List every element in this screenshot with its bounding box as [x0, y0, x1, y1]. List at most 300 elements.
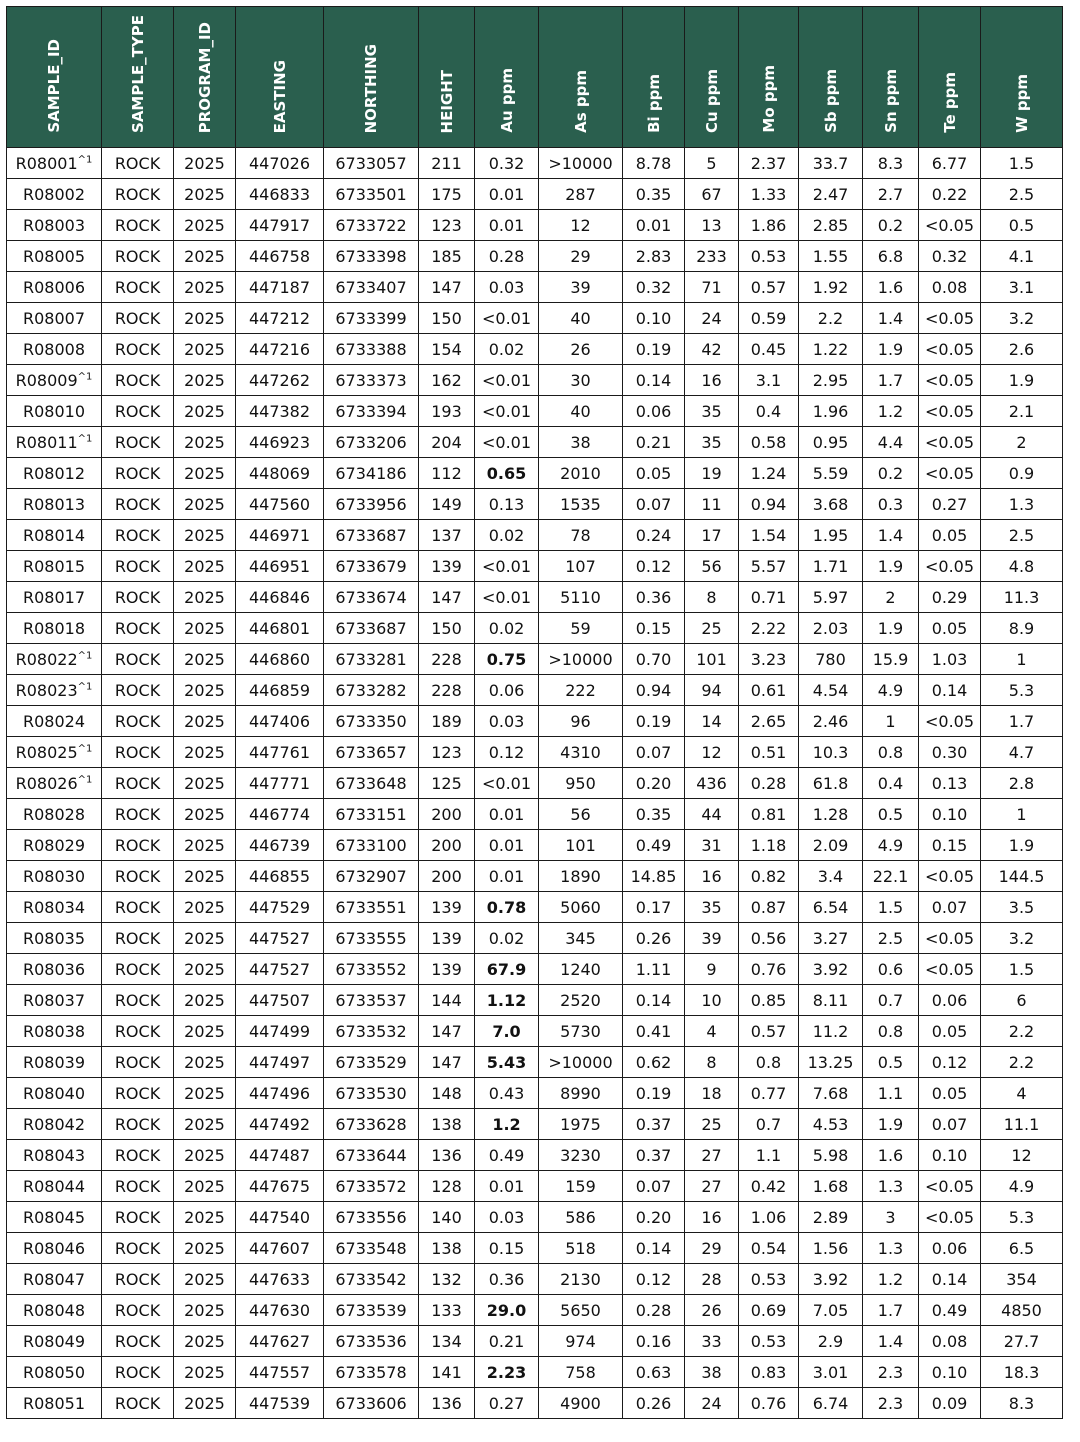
table-cell: 0.05 — [919, 1078, 981, 1109]
table-cell: 0.62 — [623, 1047, 685, 1078]
sample-id: R08030 — [22, 866, 85, 886]
table-cell: 6734186 — [324, 458, 419, 489]
table-row — [7, 737, 1063, 768]
table-cell: 446855 — [236, 861, 324, 892]
table-cell: 7.05 — [799, 1295, 863, 1326]
table-cell: 0.05 — [623, 458, 685, 489]
table-cell: 2.09 — [799, 830, 863, 861]
table-cell: 2025 — [174, 1202, 236, 1233]
sample-id-cell — [7, 737, 102, 768]
table-cell: 2.85 — [799, 210, 863, 241]
table-cell: 6733282 — [324, 675, 419, 706]
table-cell: 447630 — [236, 1295, 324, 1326]
table-cell: 1.2 — [863, 396, 919, 427]
table-cell: 0.01 — [475, 179, 539, 210]
table-row — [7, 334, 1063, 365]
table-cell: 0.8 — [863, 1016, 919, 1047]
table-cell: 112 — [419, 458, 475, 489]
table-cell: 1 — [981, 644, 1063, 675]
table-row — [7, 892, 1063, 923]
table-row — [7, 241, 1063, 272]
sample-id: R08005 — [22, 246, 85, 266]
table-cell: 5110 — [539, 582, 623, 613]
table-cell: <0.05 — [919, 706, 981, 737]
table-cell: 2.3 — [863, 1357, 919, 1388]
table-cell: <0.01 — [475, 396, 539, 427]
table-cell: 1.96 — [799, 396, 863, 427]
table-cell: 447539 — [236, 1388, 324, 1419]
table-cell: 447771 — [236, 768, 324, 799]
table-cell: 447187 — [236, 272, 324, 303]
table-cell: 6733648 — [324, 768, 419, 799]
table-cell: 0.32 — [919, 241, 981, 272]
table-cell: 13.25 — [799, 1047, 863, 1078]
table-cell: 193 — [419, 396, 475, 427]
table-cell: 27 — [685, 1140, 739, 1171]
sample-id: R08023 — [15, 680, 78, 700]
table-cell: 0.02 — [475, 923, 539, 954]
assay-results-table — [6, 6, 1063, 1419]
table-cell: 2025 — [174, 241, 236, 272]
table-cell: 107 — [539, 551, 623, 582]
table-cell: 447607 — [236, 1233, 324, 1264]
table-cell: 0.77 — [739, 1078, 799, 1109]
table-cell: 6733722 — [324, 210, 419, 241]
table-cell: 228 — [419, 644, 475, 675]
sample-id-cell — [7, 520, 102, 551]
sample-id: R08017 — [22, 587, 85, 607]
table-cell: 7.68 — [799, 1078, 863, 1109]
table-cell: 159 — [539, 1171, 623, 1202]
table-cell: 147 — [419, 272, 475, 303]
table-cell: 0.28 — [475, 241, 539, 272]
table-cell: 0.87 — [739, 892, 799, 923]
table-cell: 150 — [419, 613, 475, 644]
table-cell: 447496 — [236, 1078, 324, 1109]
sample-id: R08034 — [22, 897, 85, 917]
sample-id-cell — [7, 551, 102, 582]
table-cell: 1.6 — [863, 1140, 919, 1171]
table-row — [7, 1078, 1063, 1109]
table-cell: ROCK — [102, 1016, 174, 1047]
table-cell: 1890 — [539, 861, 623, 892]
table-cell: 0.10 — [919, 1140, 981, 1171]
table-cell: ROCK — [102, 396, 174, 427]
table-cell: 0.37 — [623, 1140, 685, 1171]
table-cell: <0.01 — [475, 365, 539, 396]
table-cell: 0.06 — [475, 675, 539, 706]
column-header — [174, 7, 236, 148]
table-cell: 2.23 — [475, 1357, 539, 1388]
column-header-label: Sb ppm — [821, 69, 840, 133]
table-cell: 0.16 — [623, 1326, 685, 1357]
table-cell: ROCK — [102, 706, 174, 737]
table-cell: 0.53 — [739, 241, 799, 272]
table-cell: 3 — [863, 1202, 919, 1233]
table-cell: 2025 — [174, 303, 236, 334]
table-cell: 44 — [685, 799, 739, 830]
table-cell: 3.1 — [981, 272, 1063, 303]
table-cell: 1.3 — [863, 1171, 919, 1202]
table-cell: 3.68 — [799, 489, 863, 520]
table-cell: 0.43 — [475, 1078, 539, 1109]
table-row — [7, 551, 1063, 582]
table-cell: 38 — [685, 1357, 739, 1388]
table-cell: 447627 — [236, 1326, 324, 1357]
table-cell: 2025 — [174, 1140, 236, 1171]
table-cell: 3.92 — [799, 1264, 863, 1295]
table-cell: 123 — [419, 737, 475, 768]
table-row — [7, 768, 1063, 799]
table-row — [7, 861, 1063, 892]
table-cell: 26 — [685, 1295, 739, 1326]
table-cell: 0.07 — [623, 489, 685, 520]
footnote-marker: ^1 — [77, 774, 93, 786]
table-cell: 1.9 — [863, 613, 919, 644]
table-cell: 150 — [419, 303, 475, 334]
sample-id-cell — [7, 1295, 102, 1326]
table-cell: 6733578 — [324, 1357, 419, 1388]
table-cell: 0.07 — [919, 1109, 981, 1140]
table-cell: 6.74 — [799, 1388, 863, 1419]
table-cell: 18.3 — [981, 1357, 1063, 1388]
sample-id-cell — [7, 892, 102, 923]
table-cell: >10000 — [539, 148, 623, 179]
table-cell: 0.3 — [863, 489, 919, 520]
table-cell: 1.9 — [981, 365, 1063, 396]
sample-id: R08009 — [15, 370, 78, 390]
table-cell: 3.27 — [799, 923, 863, 954]
table-cell: 0.37 — [623, 1109, 685, 1140]
table-cell: 6733687 — [324, 613, 419, 644]
sample-id-cell — [7, 210, 102, 241]
table-cell: 25 — [685, 1109, 739, 1140]
column-header — [863, 7, 919, 148]
table-cell: 139 — [419, 923, 475, 954]
table-cell: ROCK — [102, 241, 174, 272]
table-row — [7, 1109, 1063, 1140]
table-cell: 447487 — [236, 1140, 324, 1171]
table-cell: 0.27 — [919, 489, 981, 520]
table-cell: 2025 — [174, 1047, 236, 1078]
table-cell: ROCK — [102, 1233, 174, 1264]
table-cell: 147 — [419, 1047, 475, 1078]
table-cell: 154 — [419, 334, 475, 365]
table-cell: 1.56 — [799, 1233, 863, 1264]
table-cell: 1.9 — [863, 334, 919, 365]
footnote-marker: ^1 — [77, 650, 93, 662]
table-cell: 8.3 — [863, 148, 919, 179]
table-cell: ROCK — [102, 1388, 174, 1419]
table-row — [7, 365, 1063, 396]
table-cell: 30 — [539, 365, 623, 396]
table-cell: 446739 — [236, 830, 324, 861]
table-cell: 447529 — [236, 892, 324, 923]
table-cell: 1.55 — [799, 241, 863, 272]
table-cell: 8 — [685, 1047, 739, 1078]
table-cell: 139 — [419, 954, 475, 985]
table-cell: 5.98 — [799, 1140, 863, 1171]
table-cell: 4900 — [539, 1388, 623, 1419]
table-cell: 0.35 — [623, 799, 685, 830]
table-row — [7, 210, 1063, 241]
table-cell: 0.14 — [623, 365, 685, 396]
table-cell: 11.3 — [981, 582, 1063, 613]
table-cell: ROCK — [102, 334, 174, 365]
table-cell: 4.9 — [981, 1171, 1063, 1202]
table-cell: 125 — [419, 768, 475, 799]
table-cell: 1 — [981, 799, 1063, 830]
table-row — [7, 1047, 1063, 1078]
table-cell: 222 — [539, 675, 623, 706]
table-cell: 211 — [419, 148, 475, 179]
column-header-label: PROGRAM_ID — [195, 21, 214, 133]
table-cell: 40 — [539, 396, 623, 427]
table-cell: 0.28 — [739, 768, 799, 799]
table-cell: 0.78 — [475, 892, 539, 923]
table-cell: 7.0 — [475, 1016, 539, 1047]
table-cell: 134 — [419, 1326, 475, 1357]
table-cell: 16 — [685, 861, 739, 892]
table-cell: 2025 — [174, 799, 236, 830]
table-cell: 447527 — [236, 923, 324, 954]
table-cell: 2025 — [174, 985, 236, 1016]
table-cell: 12 — [981, 1140, 1063, 1171]
table-cell: ROCK — [102, 272, 174, 303]
table-cell: 4.53 — [799, 1109, 863, 1140]
table-cell: 136 — [419, 1388, 475, 1419]
table-cell: 6733628 — [324, 1109, 419, 1140]
table-cell: 2025 — [174, 613, 236, 644]
table-row — [7, 1016, 1063, 1047]
sample-id: R08036 — [22, 959, 85, 979]
sample-id: R08047 — [22, 1269, 85, 1289]
sample-id: R08013 — [22, 494, 85, 514]
table-cell: 6733956 — [324, 489, 419, 520]
table-row — [7, 799, 1063, 830]
table-cell: 2.47 — [799, 179, 863, 210]
table-cell: 447761 — [236, 737, 324, 768]
table-cell: 56 — [685, 551, 739, 582]
table-cell: 0.10 — [919, 799, 981, 830]
table-cell: ROCK — [102, 768, 174, 799]
table-cell: 3230 — [539, 1140, 623, 1171]
sample-id: R08001 — [15, 153, 78, 173]
table-cell: 6733537 — [324, 985, 419, 1016]
table-cell: 0.49 — [919, 1295, 981, 1326]
table-cell: ROCK — [102, 179, 174, 210]
table-cell: 5060 — [539, 892, 623, 923]
sample-id-cell — [7, 148, 102, 179]
table-cell: 35 — [685, 427, 739, 458]
table-cell: 447560 — [236, 489, 324, 520]
table-cell: 2025 — [174, 1295, 236, 1326]
table-cell: <0.05 — [919, 1202, 981, 1233]
table-cell: 6733206 — [324, 427, 419, 458]
table-cell: 2025 — [174, 1171, 236, 1202]
table-cell: 0.05 — [919, 613, 981, 644]
column-header — [236, 7, 324, 148]
table-cell: 6733388 — [324, 334, 419, 365]
table-cell: 16 — [685, 1202, 739, 1233]
sample-id-cell — [7, 582, 102, 613]
table-cell: ROCK — [102, 675, 174, 706]
table-cell: 101 — [685, 644, 739, 675]
table-cell: 2025 — [174, 210, 236, 241]
table-cell: 33 — [685, 1326, 739, 1357]
sample-id-cell — [7, 706, 102, 737]
table-cell: 2025 — [174, 334, 236, 365]
table-cell: 15.9 — [863, 644, 919, 675]
sample-id: R08049 — [22, 1331, 85, 1351]
table-cell: 1.2 — [863, 1264, 919, 1295]
table-cell: 132 — [419, 1264, 475, 1295]
table-row — [7, 613, 1063, 644]
table-cell: <0.05 — [919, 303, 981, 334]
table-cell: 447527 — [236, 954, 324, 985]
table-cell: 1.95 — [799, 520, 863, 551]
table-cell: 0.8 — [863, 737, 919, 768]
table-cell: 6733394 — [324, 396, 419, 427]
table-cell: 24 — [685, 303, 739, 334]
column-header-label: EASTING — [270, 59, 289, 133]
table-cell: 19 — [685, 458, 739, 489]
sample-id: R08035 — [22, 928, 85, 948]
table-cell: 8990 — [539, 1078, 623, 1109]
table-cell: 0.14 — [623, 1233, 685, 1264]
table-cell: 0.21 — [623, 427, 685, 458]
column-header-label: Te ppm — [940, 72, 959, 133]
table-cell: 447557 — [236, 1357, 324, 1388]
table-cell: ROCK — [102, 582, 174, 613]
table-cell: 8.3 — [981, 1388, 1063, 1419]
sample-id: R08018 — [22, 618, 85, 638]
table-cell: 0.15 — [623, 613, 685, 644]
table-cell: 1975 — [539, 1109, 623, 1140]
sample-id: R08045 — [22, 1207, 85, 1227]
table-cell: 0.20 — [623, 1202, 685, 1233]
table-cell: 6733679 — [324, 551, 419, 582]
table-cell: ROCK — [102, 737, 174, 768]
table-cell: 4 — [981, 1078, 1063, 1109]
sample-id: R08050 — [22, 1362, 85, 1382]
table-cell: 25 — [685, 613, 739, 644]
table-cell: 0.14 — [919, 1264, 981, 1295]
table-cell: 6733687 — [324, 520, 419, 551]
table-cell: ROCK — [102, 427, 174, 458]
column-header-label: W ppm — [1012, 74, 1031, 133]
table-cell: 6.8 — [863, 241, 919, 272]
table-cell: ROCK — [102, 1295, 174, 1326]
table-cell: 162 — [419, 365, 475, 396]
table-cell: 0.01 — [475, 1171, 539, 1202]
table-cell: 2025 — [174, 148, 236, 179]
table-cell: 31 — [685, 830, 739, 861]
table-cell: 233 — [685, 241, 739, 272]
table-cell: 0.07 — [623, 737, 685, 768]
table-cell: 16 — [685, 365, 739, 396]
table-cell: 28 — [685, 1264, 739, 1295]
table-cell: 29 — [539, 241, 623, 272]
table-cell: <0.01 — [475, 582, 539, 613]
table-cell: 0.10 — [919, 1357, 981, 1388]
table-cell: 2025 — [174, 954, 236, 985]
table-cell: 6732907 — [324, 861, 419, 892]
table-cell: 2025 — [174, 1326, 236, 1357]
table-cell: 6733539 — [324, 1295, 419, 1326]
sample-id: R08048 — [22, 1300, 85, 1320]
table-row — [7, 1326, 1063, 1357]
table-cell: 446833 — [236, 179, 324, 210]
sample-id-cell — [7, 675, 102, 706]
table-cell: 0.94 — [739, 489, 799, 520]
table-cell: 8.78 — [623, 148, 685, 179]
table-cell: 35 — [685, 396, 739, 427]
table-cell: 2.46 — [799, 706, 863, 737]
table-cell: 2.1 — [981, 396, 1063, 427]
table-cell: 139 — [419, 892, 475, 923]
sample-id-cell — [7, 1326, 102, 1357]
table-cell: 2025 — [174, 737, 236, 768]
table-cell: 0.08 — [919, 272, 981, 303]
table-cell: 24 — [685, 1388, 739, 1419]
table-cell: 4.54 — [799, 675, 863, 706]
table-cell: 447540 — [236, 1202, 324, 1233]
table-cell: 2025 — [174, 830, 236, 861]
table-cell: 0.03 — [475, 272, 539, 303]
table-cell: 0.70 — [623, 644, 685, 675]
table-cell: 447492 — [236, 1109, 324, 1140]
table-cell: 29.0 — [475, 1295, 539, 1326]
sample-id-cell — [7, 396, 102, 427]
table-cell: 149 — [419, 489, 475, 520]
table-cell: 0.36 — [475, 1264, 539, 1295]
sample-id: R08011 — [15, 432, 78, 452]
assay-results-table-container — [6, 6, 1063, 1419]
table-cell: 1 — [863, 706, 919, 737]
sample-id: R08038 — [22, 1021, 85, 1041]
table-cell: 287 — [539, 179, 623, 210]
table-cell: 147 — [419, 582, 475, 613]
table-cell: 2025 — [174, 365, 236, 396]
table-cell: <0.01 — [475, 303, 539, 334]
table-cell: 3.2 — [981, 923, 1063, 954]
table-cell: ROCK — [102, 1109, 174, 1140]
table-row — [7, 1202, 1063, 1233]
table-cell: 446923 — [236, 427, 324, 458]
table-cell: <0.05 — [919, 551, 981, 582]
table-row — [7, 148, 1063, 179]
table-cell: 2.5 — [981, 520, 1063, 551]
table-cell: 758 — [539, 1357, 623, 1388]
sample-id-cell — [7, 365, 102, 396]
table-cell: ROCK — [102, 1171, 174, 1202]
table-row — [7, 675, 1063, 706]
table-row — [7, 1264, 1063, 1295]
table-cell: 2.8 — [981, 768, 1063, 799]
table-cell: 200 — [419, 830, 475, 861]
table-cell: ROCK — [102, 210, 174, 241]
table-cell: 6733373 — [324, 365, 419, 396]
sample-id: R08006 — [22, 277, 85, 297]
table-cell: 0.76 — [739, 954, 799, 985]
table-cell: 3.23 — [739, 644, 799, 675]
sample-id-cell — [7, 241, 102, 272]
table-cell: 0.10 — [623, 303, 685, 334]
table-cell: 6733572 — [324, 1171, 419, 1202]
table-cell: 6733542 — [324, 1264, 419, 1295]
table-cell: 14 — [685, 706, 739, 737]
